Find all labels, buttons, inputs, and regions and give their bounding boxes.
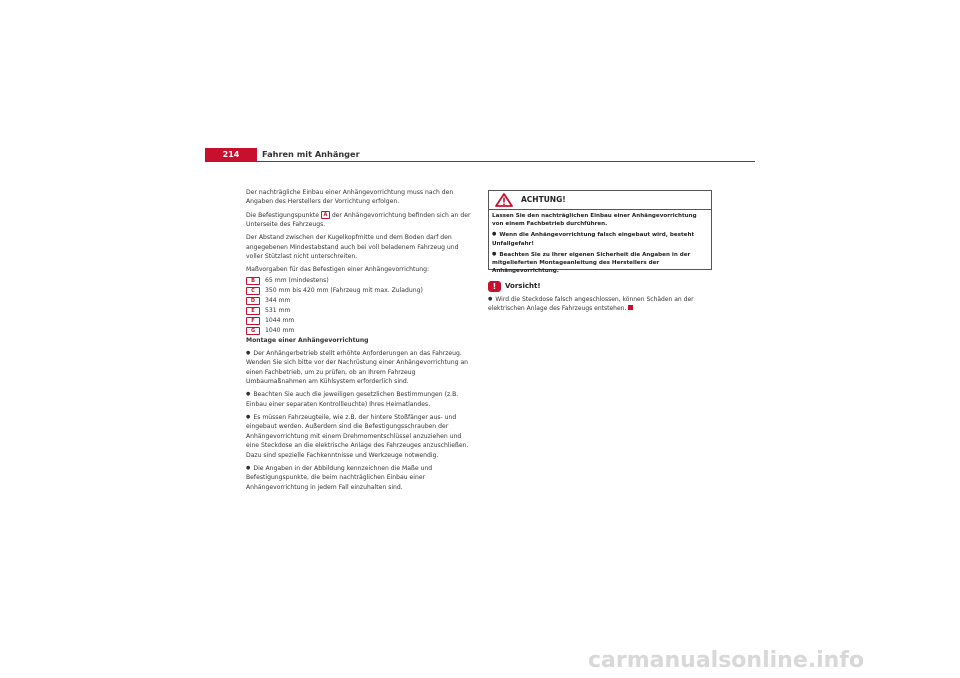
- tag-e-icon: E: [246, 307, 260, 315]
- dimension-value: 65 mm (mindestens): [265, 276, 329, 284]
- page-number: 214: [205, 148, 257, 162]
- caution-body: [488, 295, 713, 313]
- warning-triangle-icon: [495, 193, 513, 207]
- tag-g-icon: G: [246, 327, 260, 335]
- bullet-item: ● Es müssen Fahrzeugteile, wie z.B. der hintere Stoßfänger aus- und eingebaut werden. Außerdem sind die Befestigungsschrauben der Anhängevorrichtung mit einem Drehmomentschlüssel anzuziehen und eine Steckdose an die elektrische Anlage des Fahrzeuges anzuschließen. Dazu sind spezielle Fachkenntnisse und Werkzeuge notwendig.: [246, 413, 474, 460]
- dimension-item: [246, 296, 474, 306]
- tag-f-icon: F: [246, 317, 260, 325]
- dimension-item: [246, 276, 474, 286]
- warning-header: [489, 191, 711, 210]
- tag-c-icon: C: [246, 287, 260, 295]
- header-divider: [205, 161, 755, 162]
- left-column: [246, 188, 474, 496]
- dimension-item: [246, 326, 474, 336]
- dimension-value: 1044 mm: [265, 316, 295, 324]
- dimensions-intro: Maßvorgaben für das Befestigen einer Anhängevorrichtung:: [246, 266, 430, 274]
- warning-box: [488, 190, 712, 275]
- dimension-value: 1040 mm: [265, 326, 295, 334]
- chapter-title: Fahren mit Anhänger: [262, 149, 360, 159]
- dimension-value: 531 mm: [265, 306, 291, 314]
- dimensions-list: [246, 276, 474, 336]
- caution-text: ● Wird die Steckdose falsch angeschlossen, können Schäden an der elektrischen Anlage des Fahrzeugs entstehen.: [488, 296, 694, 312]
- caution-title: Vorsicht!: [505, 281, 541, 290]
- page-header: [0, 0, 960, 160]
- watermark: carmanualsonline.info: [588, 648, 864, 673]
- warning-item: ● Beachten Sie zu Ihrer eigenen Sicherheit die Angaben in der mitgelieferten Montageanleitung des Herstellers der Anhängevorrichtung.: [492, 250, 708, 276]
- dimension-item: [246, 286, 474, 296]
- caution-section: [488, 279, 713, 313]
- mounting-points-text-end: der Anhängevorrichtung befinden sich an der Unterseite des Fahrzeugs.: [246, 211, 471, 229]
- intro-paragraph: Der nachträgliche Einbau einer Anhängevorrichtung muss nach den Angaben des Herstellers der Vorrichtung erfolgen.: [246, 189, 454, 206]
- tag-a-icon: A: [321, 211, 330, 219]
- caution-header: [488, 279, 713, 293]
- dimension-item: [246, 316, 474, 326]
- exclamation-icon: !: [488, 281, 501, 292]
- dimension-item: [246, 306, 474, 316]
- warning-body: [489, 210, 711, 279]
- end-marker-icon: [628, 305, 633, 310]
- mounting-points-text-start: Die Befestigungspunkte: [246, 211, 320, 219]
- warning-item: ● Wenn die Anhängevorrichtung falsch eingebaut wird, besteht Unfallgefahr!: [492, 230, 708, 248]
- bullet-item: ● Beachten Sie auch die jeweiligen gesetzlichen Bestimmungen (z.B. Einbau einer separaten Kontrollleuchte) Ihres Heimatlandes.: [246, 390, 474, 409]
- dimension-value: 350 mm bis 420 mm (Fahrzeug mit max. Zuladung): [265, 286, 423, 294]
- warning-title: ACHTUNG!: [521, 195, 566, 204]
- dimension-value: 344 mm: [265, 296, 291, 304]
- tag-d-icon: D: [246, 297, 260, 305]
- bullet-item: ● Der Anhängerbetrieb stellt erhöhte Anforderungen an das Fahrzeug. Wenden Sie sich bitte vor der Nachrüstung einer Anhängevorrichtung an einen Fachbetrieb, um zu prüfen, ob an Ihrem Fahrzeug Umbaumaßnahmen am Kühlsystem erforderlich sind.: [246, 349, 474, 387]
- bullet-item: ● Die Angaben in der Abbildung kennzeichnen die Maße und Befestigungspunkte, die beim nachträglichen Einbau einer Anhängevorrichtung in jedem Fall einzuhalten sind.: [246, 464, 474, 492]
- warning-intro: Lassen Sie den nachträglichen Einbau einer Anhängevorrichtung von einem Fachbetrieb durchführen.: [492, 213, 697, 228]
- mounting-points-paragraph: [246, 211, 474, 230]
- distance-paragraph: Der Abstand zwischen der Kugelkopfmitte und dem Boden darf den angegebenen Mindestabstand auch bei voll beladenem Fahrzeug und voller Stützlast nicht unterschreiten.: [246, 234, 459, 261]
- section-heading: Montage einer Anhängevorrichtung: [246, 336, 369, 344]
- tag-b-icon: B: [246, 277, 260, 285]
